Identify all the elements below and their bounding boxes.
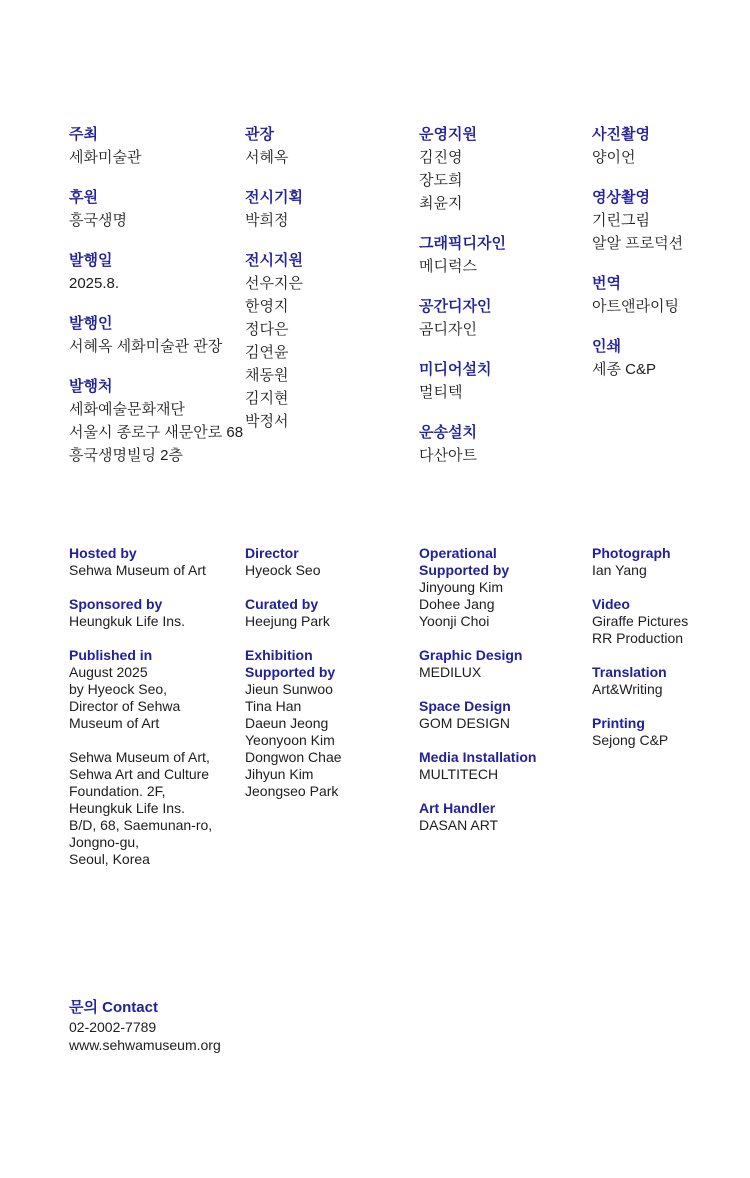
credit-line: 선우지은: [245, 275, 303, 292]
section-heading: Supported by: [245, 664, 336, 680]
credit-section: [419, 358, 592, 404]
credit-line: Jihyun Kim: [245, 766, 314, 782]
section-heading: Translation: [592, 664, 667, 680]
credit-line: Jeongseo Park: [245, 783, 339, 799]
credit-line: Heejung Park: [245, 613, 330, 629]
credit-section: [245, 596, 419, 630]
section-heading: 전시지원: [245, 252, 303, 269]
credit-column: [592, 545, 750, 749]
credit-line: Daeun Jeong: [245, 715, 329, 731]
credit-section: [245, 186, 419, 232]
credit-line: 김연윤: [245, 344, 289, 361]
credit-line: MEDILUX: [419, 664, 482, 680]
credit-line: Heungkuk Life Ins.: [69, 613, 185, 629]
credit-line: Sehwa Art and Culture: [69, 766, 210, 782]
section-heading: 사진촬영: [592, 126, 650, 143]
credit-line: Heungkuk Life Ins.: [69, 800, 185, 816]
credit-line: 세화미술관: [69, 149, 142, 166]
credit-line: Dongwon Chae: [245, 749, 342, 765]
credit-line: Sejong C&P: [592, 732, 669, 748]
section-heading: Operational: [419, 545, 497, 561]
section-heading: 영상촬영: [592, 189, 650, 206]
credit-section: [69, 647, 245, 732]
credit-section: [419, 421, 592, 467]
section-heading: Hosted by: [69, 545, 137, 561]
credit-line: 박정서: [245, 413, 289, 430]
credit-line: MULTITECH: [419, 766, 499, 782]
credit-section: [245, 647, 419, 800]
credit-line: GOM DESIGN: [419, 715, 511, 731]
section-heading: Art Handler: [419, 800, 496, 816]
credit-section: [69, 312, 245, 358]
credit-line: 흥국생명: [69, 212, 127, 229]
section-heading: 운송설치: [419, 424, 477, 441]
credit-line: 박희정: [245, 212, 289, 229]
credit-column: [419, 545, 592, 834]
credit-line: 서혜옥 세화미술관 관장: [69, 338, 223, 355]
credit-section: [592, 664, 750, 698]
section-heading: Photograph: [592, 545, 671, 561]
section-heading: 미디어설치: [419, 361, 492, 378]
credit-line: Tina Han: [245, 698, 302, 714]
credit-line: 곰디자인: [419, 321, 477, 338]
credit-line: Seoul, Korea: [69, 851, 150, 867]
section-heading: 인쇄: [592, 338, 621, 355]
section-heading: Printing: [592, 715, 645, 731]
credit-line: 세화예술문화재단: [69, 401, 185, 418]
credit-line: 세종 C&P: [592, 361, 656, 378]
credit-section: [419, 800, 592, 834]
section-heading: 관장: [245, 126, 274, 143]
credit-line: Yeonyoon Kim: [245, 732, 335, 748]
credit-section: [419, 123, 592, 215]
section-heading: Media Installation: [419, 749, 537, 765]
credit-line: 최윤지: [419, 195, 463, 212]
section-heading: 주최: [69, 126, 98, 143]
section-heading: Curated by: [245, 596, 319, 612]
credit-line: Jinyoung Kim: [419, 579, 504, 595]
credit-line: 멀티텍: [419, 384, 463, 401]
credit-section: [245, 545, 419, 579]
credit-line: Giraffe Pictures: [592, 613, 689, 629]
contact-block: [69, 997, 221, 1054]
credit-section: [69, 375, 245, 467]
credit-section: [69, 249, 245, 295]
credit-line: Director of Sehwa: [69, 698, 181, 714]
section-heading: Sponsored by: [69, 596, 163, 612]
credit-section: [592, 186, 750, 255]
credit-line: 양이언: [592, 149, 636, 166]
credit-line: 한영지: [245, 298, 289, 315]
credit-line: Yoonji Choi: [419, 613, 490, 629]
credit-line: 알알 프로덕션: [592, 235, 684, 252]
section-heading: Space Design: [419, 698, 511, 714]
section-heading: 발행인: [69, 315, 113, 332]
credit-column: [245, 545, 419, 800]
credit-line: 채동원: [245, 367, 289, 384]
credit-line: Foundation. 2F,: [69, 783, 166, 799]
credit-line: 아트앤라이팅: [592, 298, 679, 315]
credit-line: Hyeock Seo: [245, 562, 321, 578]
credit-line: Art&Writing: [592, 681, 663, 697]
section-heading: Graphic Design: [419, 647, 523, 663]
credit-section: [592, 596, 750, 647]
english-credits-section: [69, 545, 750, 868]
credit-line: Ian Yang: [592, 562, 647, 578]
section-heading: 운영지원: [419, 126, 477, 143]
credit-line: 김지현: [245, 390, 289, 407]
credit-line: 장도희: [419, 172, 463, 189]
credit-section: [592, 272, 750, 318]
section-heading: Published in: [69, 647, 153, 663]
section-heading: Exhibition: [245, 647, 313, 663]
section-heading: 발행일: [69, 252, 113, 269]
credit-section: [69, 545, 245, 579]
section-heading: 공간디자인: [419, 298, 492, 315]
credit-section: [69, 123, 245, 169]
section-heading: Video: [592, 596, 630, 612]
credit-line: by Hyeock Seo,: [69, 681, 168, 697]
credit-line: 정다은: [245, 321, 289, 338]
credit-section: [69, 749, 245, 868]
section-heading: 발행처: [69, 378, 113, 395]
section-heading: Supported by: [419, 562, 510, 578]
credit-line: 2025.8.: [69, 275, 120, 292]
credit-section: [69, 596, 245, 630]
credit-section: [419, 295, 592, 341]
credit-column: [69, 123, 245, 467]
credit-column: [245, 123, 419, 433]
credit-section: [245, 123, 419, 169]
credit-section: [419, 647, 592, 681]
credit-line: 다산아트: [419, 447, 477, 464]
credit-line: 김진영: [419, 149, 463, 166]
section-heading: Director: [245, 545, 299, 561]
credit-line: Jongno-gu,: [69, 834, 140, 850]
credit-section: [245, 249, 419, 433]
credit-section: [592, 545, 750, 579]
credit-section: [419, 749, 592, 783]
credit-line: RR Production: [592, 630, 684, 646]
credit-line: 기린그림: [592, 212, 650, 229]
credit-section: [592, 123, 750, 169]
credit-section: [592, 335, 750, 381]
credit-line: Museum of Art: [69, 715, 160, 731]
credit-section: [419, 232, 592, 278]
credit-line: DASAN ART: [419, 817, 499, 833]
credit-column: [419, 123, 592, 467]
credit-line: Sehwa Museum of Art: [69, 562, 206, 578]
credit-section: [592, 715, 750, 749]
korean-credits-section: [69, 123, 750, 467]
credit-line: 서울시 종로구 새문안로 68: [69, 424, 244, 441]
credit-line: 메디럭스: [419, 258, 477, 275]
credit-line: Sehwa Museum of Art,: [69, 749, 210, 765]
credit-section: [419, 698, 592, 732]
contact-heading: 문의 Contact: [69, 999, 158, 1016]
credit-line: Dohee Jang: [419, 596, 495, 612]
section-heading: 후원: [69, 189, 98, 206]
credit-line: 서혜옥: [245, 149, 289, 166]
contact-website: www.sehwamuseum.org: [69, 1037, 221, 1053]
credit-column: [592, 123, 750, 381]
credit-section: [419, 545, 592, 630]
credit-section: [69, 186, 245, 232]
contact-phone: 02-2002-7789: [69, 1019, 157, 1035]
credit-column: [69, 545, 245, 868]
credit-line: B/D, 68, Saemunan-ro,: [69, 817, 213, 833]
credit-line: August 2025: [69, 664, 148, 680]
section-heading: 그래픽디자인: [419, 235, 506, 252]
credit-line: 흥국생명빌딩 2층: [69, 447, 183, 464]
section-heading: 전시기획: [245, 189, 303, 206]
section-heading: 번역: [592, 275, 621, 292]
credit-line: Jieun Sunwoo: [245, 681, 333, 697]
